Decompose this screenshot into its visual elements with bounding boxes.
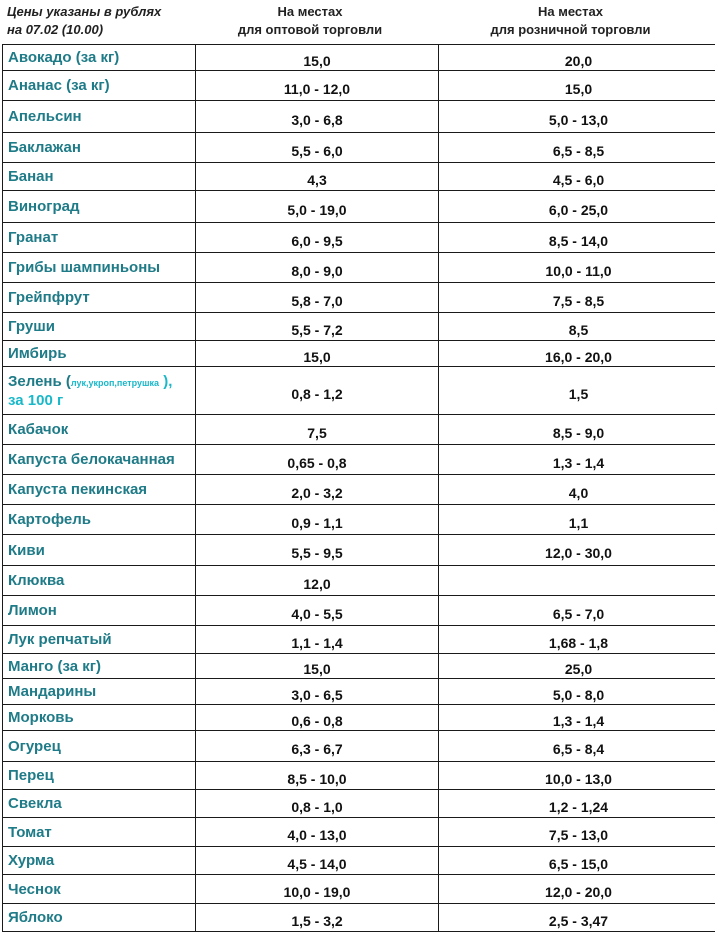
- product-name: Лимон: [8, 602, 57, 619]
- table-row: [3, 790, 715, 818]
- product-name-cell: [3, 253, 196, 283]
- wholesale-price-cell: 5,0 - 19,0: [196, 191, 439, 223]
- retail-price-cell: 4,0: [439, 475, 715, 505]
- product-name-cell: [3, 133, 196, 163]
- retail-price-cell: 1,5: [439, 367, 715, 415]
- product-name-cell: [3, 535, 196, 566]
- wholesale-price-cell: 4,0 - 13,0: [196, 818, 439, 847]
- table-row: [3, 445, 715, 475]
- table-row: [3, 45, 715, 71]
- wholesale-price-cell: 4,5 - 14,0: [196, 847, 439, 875]
- product-name: Груши: [8, 318, 55, 335]
- table-row: [3, 101, 715, 133]
- wholesale-price-cell: 15,0: [196, 654, 439, 679]
- product-name-cell: [3, 341, 196, 367]
- table-row: [3, 475, 715, 505]
- wholesale-price-cell: 2,0 - 3,2: [196, 475, 439, 505]
- table-row: [3, 133, 715, 163]
- product-name: Банан: [8, 168, 54, 185]
- table-row: [3, 875, 715, 904]
- product-name-cell: [3, 875, 196, 904]
- table-row: [3, 654, 715, 679]
- column-header-wholesale-line2: для оптовой торговли: [237, 22, 383, 37]
- product-name: Капуста пекинская: [8, 481, 148, 498]
- table-row: [3, 223, 715, 253]
- retail-price-cell: 5,0 - 8,0: [439, 679, 715, 705]
- product-name: Виноград: [8, 198, 80, 215]
- product-name: Томат: [8, 823, 52, 841]
- retail-price-cell: 10,0 - 11,0: [439, 253, 715, 283]
- product-name: Грейпфрут: [8, 289, 90, 306]
- product-name-tail: ),: [159, 372, 173, 390]
- retail-price-cell: 6,0 - 25,0: [439, 191, 715, 223]
- table-row: [3, 163, 715, 191]
- wholesale-price-cell: 5,5 - 7,2: [196, 313, 439, 341]
- product-name-cell: [3, 445, 196, 475]
- wholesale-price-cell: 15,0: [196, 341, 439, 367]
- product-name-cell: [3, 283, 196, 313]
- product-name-cell: [3, 191, 196, 223]
- retail-price-cell: 8,5 - 9,0: [439, 415, 715, 445]
- price-note-line2: на 07.02 (10.00): [7, 22, 104, 37]
- table-row: [3, 705, 715, 731]
- product-name: Морковь: [8, 709, 74, 726]
- product-name: Баклажан: [8, 139, 81, 156]
- product-name: Огурец: [8, 737, 61, 755]
- wholesale-price-cell: 15,0: [196, 45, 439, 71]
- wholesale-price-cell: 1,1 - 1,4: [196, 626, 439, 654]
- wholesale-price-cell: 4,0 - 5,5: [196, 596, 439, 626]
- table-row: [3, 505, 715, 535]
- product-name-cell: [3, 679, 196, 705]
- retail-price-cell: 5,0 - 13,0: [439, 101, 715, 133]
- table-row: [3, 626, 715, 654]
- product-name-cell: [3, 654, 196, 679]
- retail-price-cell: 6,5 - 8,5: [439, 133, 715, 163]
- wholesale-price-cell: 3,0 - 6,5: [196, 679, 439, 705]
- retail-price-cell: 4,5 - 6,0: [439, 163, 715, 191]
- retail-price-cell: 15,0: [439, 71, 715, 101]
- wholesale-price-cell: 0,65 - 0,8: [196, 445, 439, 475]
- column-header-retail-line1: На местах: [538, 4, 603, 19]
- retail-price-cell: 7,5 - 8,5: [439, 283, 715, 313]
- product-name: Имбирь: [8, 345, 67, 362]
- table-row: [3, 566, 715, 596]
- product-name-line2: за 100 г: [8, 391, 64, 409]
- wholesale-price-cell: 5,8 - 7,0: [196, 283, 439, 313]
- wholesale-price-cell: 3,0 - 6,8: [196, 101, 439, 133]
- price-table-body: [3, 45, 715, 932]
- retail-price-cell: [439, 566, 715, 596]
- wholesale-price-cell: 8,0 - 9,0: [196, 253, 439, 283]
- product-name-cell: [3, 596, 196, 626]
- wholesale-price-cell: 0,8 - 1,0: [196, 790, 439, 818]
- table-row: [3, 596, 715, 626]
- product-name: Гранат: [8, 229, 59, 246]
- product-name-cell: [3, 847, 196, 875]
- table-row: [3, 313, 715, 341]
- product-name-cell: [3, 71, 196, 101]
- retail-price-cell: 1,2 - 1,24: [439, 790, 715, 818]
- wholesale-price-cell: 5,5 - 9,5: [196, 535, 439, 566]
- retail-price-cell: 25,0: [439, 654, 715, 679]
- table-row: [3, 415, 715, 445]
- product-name-cell: [3, 626, 196, 654]
- wholesale-price-cell: 10,0 - 19,0: [196, 875, 439, 904]
- retail-price-cell: 1,3 - 1,4: [439, 445, 715, 475]
- product-name: Хурма: [8, 852, 55, 869]
- retail-price-cell: 2,5 - 3,47: [439, 904, 715, 932]
- product-name-cell: [3, 904, 196, 932]
- retail-price-cell: 20,0: [439, 45, 715, 71]
- table-row: [3, 731, 715, 762]
- table-row: [3, 341, 715, 367]
- product-name: Грибы шампиньоны: [8, 259, 161, 276]
- table-row: [3, 191, 715, 223]
- product-name-cell: [3, 566, 196, 596]
- retail-price-cell: 6,5 - 7,0: [439, 596, 715, 626]
- product-name: Манго (за кг): [8, 657, 101, 675]
- retail-price-cell: 7,5 - 13,0: [439, 818, 715, 847]
- product-name-cell: [3, 475, 196, 505]
- product-name-cell: [3, 505, 196, 535]
- retail-price-cell: 6,5 - 8,4: [439, 731, 715, 762]
- product-name-cell: [3, 415, 196, 445]
- product-name-cell: [3, 45, 196, 71]
- table-row: [3, 847, 715, 875]
- table-row: [3, 71, 715, 101]
- column-header-retail-line2: для розничной торговли: [490, 22, 651, 37]
- product-name-cell: [3, 790, 196, 818]
- table-row: [3, 367, 715, 415]
- product-name: Чеснок: [8, 880, 61, 898]
- product-name-cell: [3, 367, 196, 415]
- product-name: Клюква: [8, 572, 65, 589]
- wholesale-price-cell: 12,0: [196, 566, 439, 596]
- product-name: Кабачок: [8, 421, 69, 438]
- wholesale-price-cell: 0,6 - 0,8: [196, 705, 439, 731]
- retail-price-cell: 8,5 - 14,0: [439, 223, 715, 253]
- wholesale-price-cell: 11,0 - 12,0: [196, 71, 439, 101]
- wholesale-price-cell: 7,5: [196, 415, 439, 445]
- product-name-cell: [3, 313, 196, 341]
- product-name: Мандарины: [8, 683, 97, 700]
- product-name: Ананас (за кг): [8, 77, 110, 94]
- retail-price-cell: 1,1: [439, 505, 715, 535]
- wholesale-price-cell: 0,9 - 1,1: [196, 505, 439, 535]
- wholesale-price-cell: 0,8 - 1,2: [196, 367, 439, 415]
- table-row: [3, 762, 715, 790]
- wholesale-price-cell: 6,3 - 6,7: [196, 731, 439, 762]
- product-name-cell: [3, 762, 196, 790]
- retail-price-cell: 6,5 - 15,0: [439, 847, 715, 875]
- product-name-cell: [3, 818, 196, 847]
- price-note: [7, 3, 161, 39]
- product-name: Капуста белокачанная: [8, 451, 175, 468]
- table-row: [3, 253, 715, 283]
- product-name-cell: [3, 223, 196, 253]
- retail-price-cell: 12,0 - 20,0: [439, 875, 715, 904]
- product-name-note: лук,укроп,петрушка: [70, 377, 160, 388]
- product-name: Апельсин: [8, 108, 82, 125]
- product-name-cell: [3, 731, 196, 762]
- table-header: [0, 0, 715, 44]
- column-header-wholesale-line1: На местах: [277, 4, 343, 19]
- price-table: [2, 44, 715, 932]
- product-name: Перец: [8, 767, 54, 784]
- price-note-line1: Цены указаны в рублях: [7, 4, 162, 19]
- wholesale-price-cell: 4,3: [196, 163, 439, 191]
- product-name: Зелень (: [8, 372, 71, 390]
- product-name-cell: [3, 101, 196, 133]
- retail-price-cell: 16,0 - 20,0: [439, 341, 715, 367]
- product-name: Картофель: [8, 511, 91, 528]
- table-row: [3, 679, 715, 705]
- table-row: [3, 535, 715, 566]
- product-name-cell: [3, 163, 196, 191]
- wholesale-price-cell: 1,5 - 3,2: [196, 904, 439, 932]
- column-header-wholesale: [189, 3, 431, 39]
- table-row: [3, 818, 715, 847]
- retail-price-cell: 8,5: [439, 313, 715, 341]
- retail-price-cell: 1,3 - 1,4: [439, 705, 715, 731]
- column-header-retail: [431, 3, 710, 39]
- retail-price-cell: 12,0 - 30,0: [439, 535, 715, 566]
- retail-price-cell: 1,68 - 1,8: [439, 626, 715, 654]
- wholesale-price-cell: 6,0 - 9,5: [196, 223, 439, 253]
- product-name: Яблоко: [8, 909, 63, 926]
- product-name: Авокадо (за кг): [8, 49, 120, 66]
- wholesale-price-cell: 8,5 - 10,0: [196, 762, 439, 790]
- product-name-cell: [3, 705, 196, 731]
- table-row: [3, 283, 715, 313]
- table-row: [3, 904, 715, 932]
- product-name: Лук репчатый: [8, 631, 112, 648]
- product-name: Киви: [8, 541, 45, 559]
- product-name: Свекла: [8, 795, 62, 812]
- wholesale-price-cell: 5,5 - 6,0: [196, 133, 439, 163]
- retail-price-cell: 10,0 - 13,0: [439, 762, 715, 790]
